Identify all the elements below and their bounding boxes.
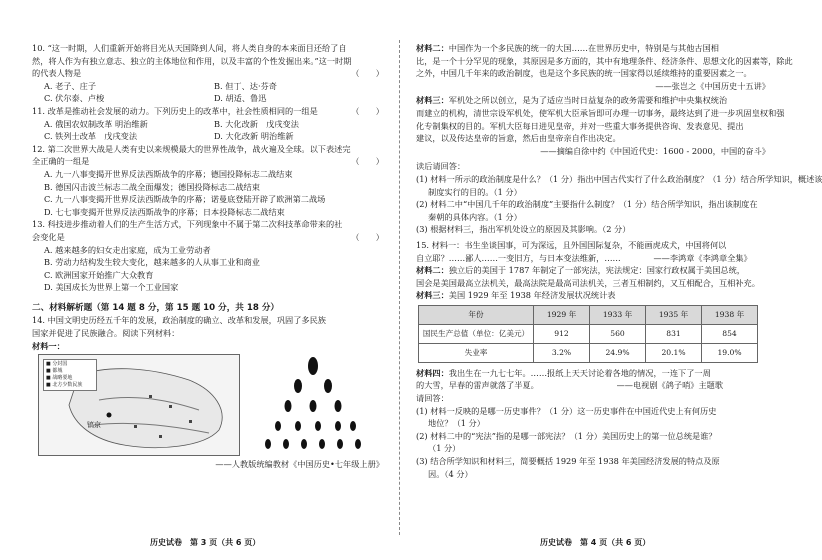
q14-sub: 制度实行的目的。（1 分） — [428, 186, 522, 197]
option-c: C. 九一八事变揭开世界反法西斯战争的序幕；诺曼底登陆开辟了欧洲第二战场 — [44, 194, 326, 205]
material-2 — [416, 42, 793, 92]
material-4-label: 材料四： — [416, 367, 449, 378]
q11-line: 11. 改革是推动社会发展的动力。下列历史上的改革中，社会性质相同的一组是 （ ） — [32, 105, 384, 116]
table-row — [419, 343, 758, 362]
table-header-cell: 1938 年 — [702, 305, 758, 324]
table-cell: 国民生产总值（单位：亿美元） — [419, 324, 534, 343]
option-a: A. 俄国农奴制改革 明治维新 — [44, 118, 148, 129]
table-row — [419, 324, 758, 343]
q10-options — [32, 92, 384, 105]
q12-line: 12. 第二次世界大战是人类有史以来规模最大的世界性战争，战火遍及全球。以下表述完 — [32, 143, 351, 154]
material-3-line: 建议，以及传达皇帝的旨意，然后由皇帝亲自作出决定。 — [416, 133, 621, 144]
q13-line: 会变化是 （ ） — [32, 231, 384, 242]
q10-line: 10. “这一时期，人们重新开始将目光从天国降到人间，将人类自身的本来面目还给了自 — [32, 43, 347, 53]
question-13 — [32, 218, 384, 294]
option-b: B. 大化改新 戊戌变法 — [214, 118, 299, 129]
q11-options — [32, 118, 384, 131]
table-cell: 19.0% — [702, 343, 758, 362]
q15-material-4: 的大雪，早春的雷声就落了半夏。 ——电视剧《鸽子哨》主题歌 — [416, 380, 724, 391]
material-2-label: 材料二： — [416, 265, 449, 276]
q14-line: 14. 中国文明史历经五千年的发展，政治制度的确立、改革和发展，巩固了多民族 — [32, 315, 326, 326]
material-1-figure — [38, 354, 378, 454]
option-c: C. 铁列士改革 戊戌变法 — [44, 131, 138, 142]
table-title: 美国 1929 年至 1938 年经济发展状况统计表 — [448, 290, 616, 301]
q15-sub: (1) 材料一反映的是哪一历史事件？（1 分）这一历史事件在中国近代史上有何历史 — [416, 405, 717, 416]
material-1-source: ——人教版统编教材《中国历史•七年级上册》 — [215, 459, 384, 470]
answer-bracket: （ ） — [351, 68, 384, 79]
q15-material-1: 15. 材料一：书生坐谈国事，可为深远，且外国国际复杂，不能画虎成犬，中国将何以 — [416, 239, 727, 250]
q15-sub: (3) 结合所学知识和材料三，简要概括 1929 年至 1938 年美国经济发展的特点及原 — [416, 456, 720, 467]
option-d: D. 七七事变揭开世界反法西斯战争的序幕；日本投降标志二战结束 — [44, 206, 285, 217]
table-cell: 854 — [702, 324, 758, 343]
table-cell: 560 — [590, 324, 646, 343]
legend-item: ■ 都城 — [46, 368, 63, 375]
q10-line: 的代表人物是 （ ） — [32, 68, 384, 79]
legend-item: ■ 分封国 — [46, 361, 68, 368]
q15-material-4: 我出生在一九七七年。……报纸上天天讨论着各地的情况，一连下了一周 — [448, 367, 711, 378]
table-header-cell: 年份 — [419, 305, 534, 324]
table-header-cell: 1929 年 — [534, 305, 590, 324]
q11-options — [32, 130, 384, 143]
table-cell: 912 — [534, 324, 590, 343]
table-cell: 失业率 — [419, 343, 534, 362]
material-2-label: 材料二： — [416, 43, 449, 53]
left-column — [32, 42, 384, 471]
question-12 — [32, 143, 384, 219]
option-d: D. 美国成长为世界上第一个工业国家 — [44, 282, 179, 293]
economy-table — [418, 305, 758, 363]
table-cell: 831 — [646, 324, 702, 343]
q15-material-2: 国会是美国最高立法机关，最高法院是最高司法机关，三者互相制约，又互相配合，互相补充。 — [416, 277, 760, 288]
material-3-line: 化专制集权的目的。军机大臣每日进见皇帝，并对一些重大事务提供咨询、发表意见、提出 — [416, 120, 744, 131]
q14-sub: (2) 材料二中“中国几千年的政治制度”主要指什么制度？（1 分）结合所学知识，指出该制度在 — [416, 199, 758, 210]
material-1-label: 材料一： — [32, 340, 65, 351]
option-c: C. 欧洲国家开始推广大众教育 — [44, 269, 154, 280]
q12-line: 全正确的一组是 （ ） — [32, 156, 384, 167]
material-3 — [416, 94, 785, 157]
question-15 — [416, 239, 770, 480]
section-2-title: 二、材料解析题（第 14 题 8 分，第 15 题 10 分，共 18 分） — [32, 302, 280, 313]
material-2-source: ——张岂之《中国历史十五讲》 — [655, 80, 770, 91]
table-header-cell: 1935 年 — [646, 305, 702, 324]
material-2-line: 中国作为一个多民族的统一的大国……在世界历史中，特别是与其他古国相 — [448, 43, 719, 53]
right-column — [416, 42, 822, 480]
material-3-label: 材料三： — [416, 95, 449, 106]
table-cell: 20.1% — [646, 343, 702, 362]
option-b: B. 劳动力结构发生较大变化，越来越多的人从事工业和商业 — [44, 257, 260, 268]
q15-sub: (2) 材料二中的“宪法”指的是哪一部宪法？（1 分）美国历史上的第一位总统是谁？ — [416, 430, 717, 441]
material-3-line: 军机处之所以创立，是为了适应当时日益复杂的政务需要和维护中央集权统治 — [448, 95, 728, 106]
question-11 — [32, 105, 384, 143]
legend-item: ■ 北方少数民族 — [46, 382, 83, 389]
q15-sub: 地位？（1 分） — [428, 418, 485, 429]
answer-bracket: （ ） — [351, 105, 384, 116]
option-b: B. 德国闪击波兰标志二战全面爆发；德国投降标志二战结束 — [44, 181, 260, 192]
table-cell: 3.2% — [534, 343, 590, 362]
answer-bracket: （ ） — [351, 156, 384, 167]
q14-questions — [416, 160, 822, 236]
table-header-cell: 1933 年 — [590, 305, 646, 324]
q14-sub: (3) 根据材料三，指出军机处设立的原因及其影响。（2 分） — [416, 224, 631, 235]
map-legend — [43, 359, 97, 391]
material-2-line: 比，是一个十分罕见的现象，其原因是多方面的，其中有地理条件、经济条件、思想文化的因素等，除此 — [416, 55, 793, 66]
hierarchy-figures — [248, 356, 378, 452]
footer-page-3: 历史试卷 第 3 页（共 6 页） — [150, 538, 261, 547]
material-3-label: 材料三： — [416, 290, 449, 301]
option-b: B. 但丁、达·芬奇 — [214, 80, 277, 91]
q15-prompt: 请回答： — [416, 393, 449, 404]
q15-sub: 因。（4 分） — [428, 468, 473, 479]
q10-options — [32, 80, 384, 93]
q14-line: 国家并促进了民族融合。阅读下列材料： — [32, 328, 180, 339]
footer-page-4: 历史试卷 第 4 页（共 6 页） — [540, 538, 651, 547]
column-divider — [399, 40, 400, 535]
q14-prompt: 读后请回答： — [416, 161, 466, 172]
material-2-line: 之外，中国几千年来的政治制度，也是这个多民族的统一国家得以延续维持的重要因素之一。 — [416, 68, 752, 79]
option-c: C. 伏尔泰、卢梭 — [44, 93, 105, 104]
q13-line: 13. 科技进步推动着人们的生产生活方式，下列现象中不属于第二次科技革命带来的社 — [32, 219, 343, 230]
q14-sub: (1) 材料一所示的政治制度是什么？（1 分）指出中国古代实行了什么政治制度？（1 分）结合所学知识，概述该 — [416, 173, 822, 184]
option-a: A. 九一八事变揭开世界反法西斯战争的序幕；德国投降标志二战结束 — [44, 168, 293, 179]
q15-material-2: 独立后的美国于 1787 年制定了一部宪法，宪法规定：国家行政权属于美国总统， — [448, 265, 745, 276]
table-header-row — [419, 305, 758, 324]
pyramid-figures-icon — [248, 356, 378, 452]
option-a: A. 越来越多的妇女走出家庭，成为工业劳动者 — [44, 244, 211, 255]
q15-sub: （1 分） — [428, 443, 461, 454]
fengjian-map — [38, 354, 240, 456]
map-city-label: 镐京 — [87, 421, 101, 430]
q14-sub: 秦朝的具体内容。（1 分） — [428, 211, 522, 222]
table-cell: 24.9% — [590, 343, 646, 362]
answer-bracket: （ ） — [351, 231, 384, 242]
question-10 — [32, 42, 384, 105]
q15-material-1: 自立耶？……鄙人……一变旧方，与日本变法维新，…… ——李鸿章《李鸿章全集》 — [416, 252, 752, 263]
material-3-line: 而建立的机构，清世宗设军机处，使军机大臣承旨即可办理一切事务，最终达到了进一步巩固皇权和强 — [416, 107, 785, 118]
option-a: A. 老子、庄子 — [44, 80, 97, 91]
question-14 — [32, 314, 384, 470]
option-d: D. 大化改新 明治维新 — [214, 131, 294, 142]
option-d: D. 胡适、鲁迅 — [214, 93, 267, 104]
q10-line: 然，将人作为有独立意志、独立的主体地位和作用，以及丰富的个性发掘出来。”这一时期 — [32, 55, 352, 66]
material-3-source: ——摘编自徐中约《中国近代史：1600 - 2000，中国的奋斗》 — [540, 145, 770, 156]
legend-item: ■ 战略要地 — [46, 375, 73, 382]
